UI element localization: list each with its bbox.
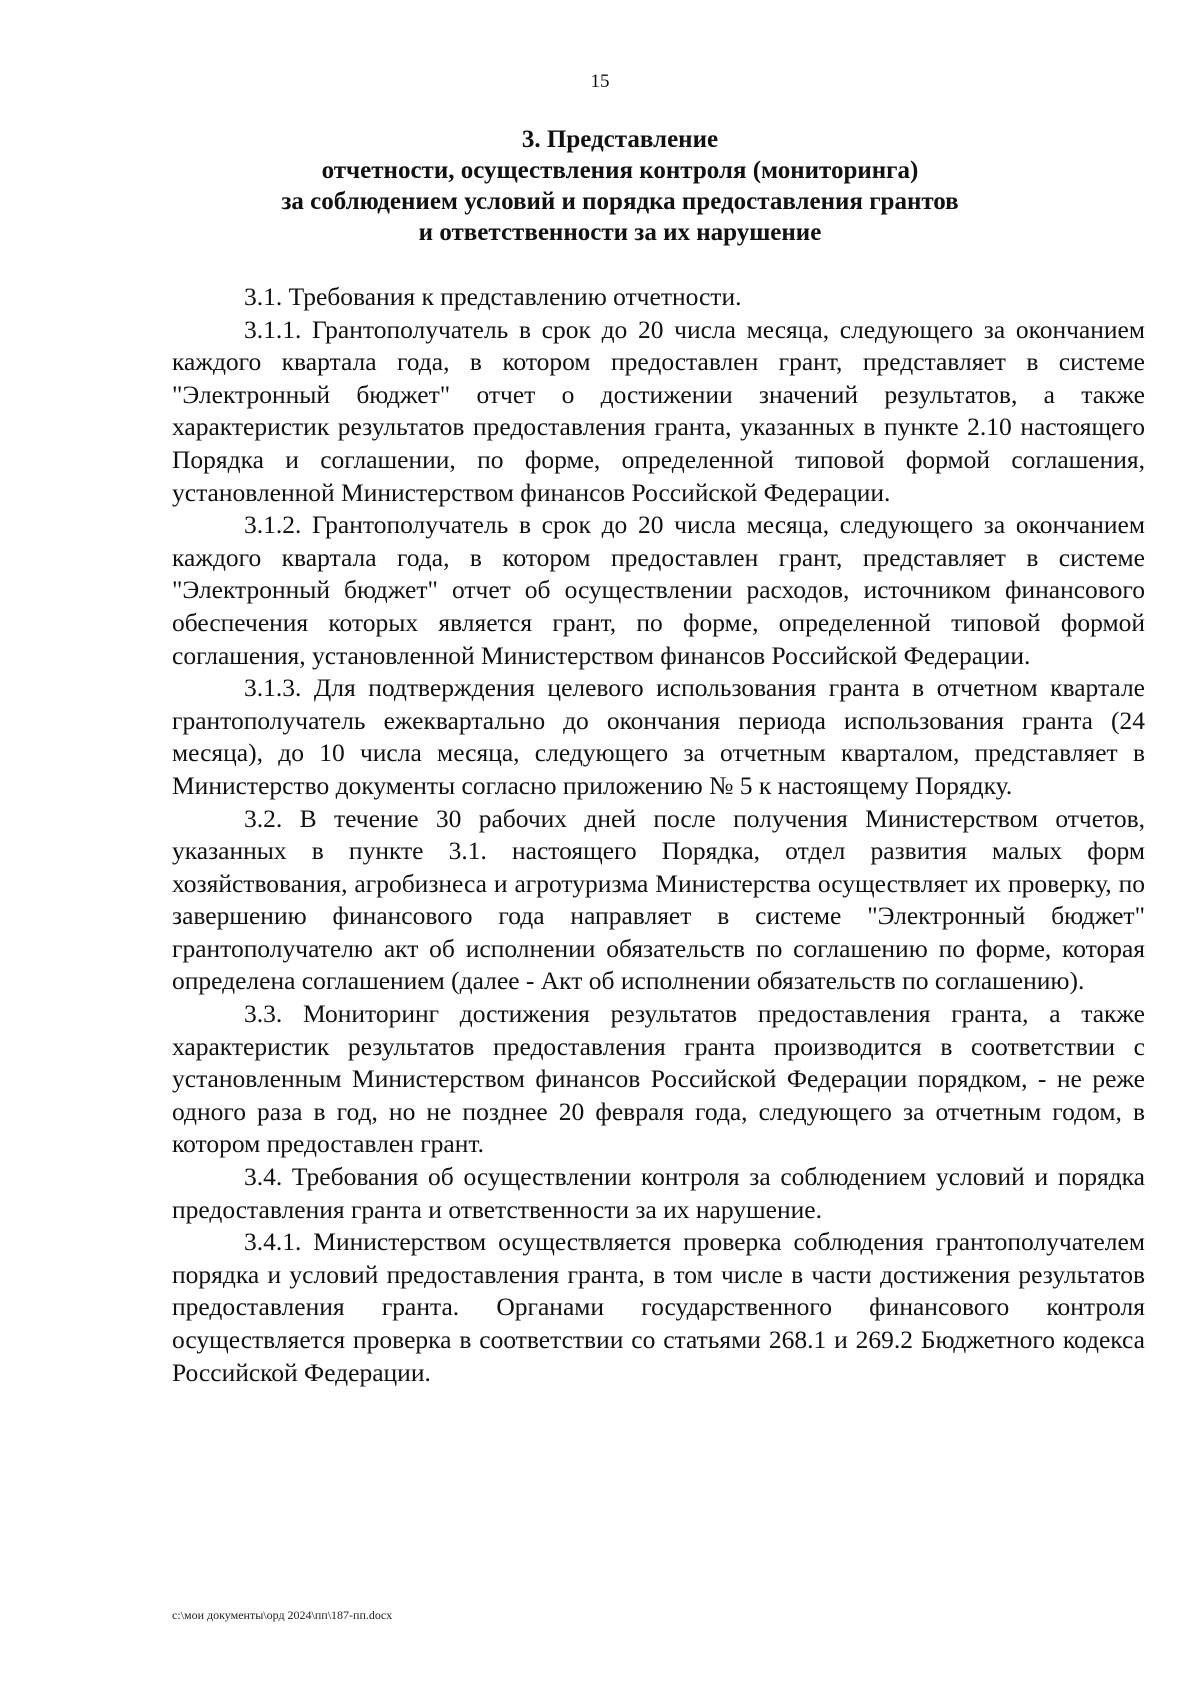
paragraph-3-1-1: 3.1.1. Грантополучатель в срок до 20 числа месяца, следующего за окончанием каждого квартала года, в котором предоставлен грант, представляет в системе "Электронный бюджет" отчет о достижении значений результатов, а также характеристик результатов предоставления гранта, указанных в пункте 2.10 настоящего Порядка и соглашении, по форме, определенной типовой формой соглашения, установленной Министерством финансов Российской Федерации.: [172, 314, 1145, 507]
paragraph-3-3: 3.3. Мониторинг достижения результатов предоставления гранта, а также характеристик результатов предоставления гранта производится в соответствии с установленным Министерством финансов Российской Федерации порядком, - не реже одного раза в год, но не позднее 20 февраля года, следующего за отчетным годом, в котором предоставлен грант.: [172, 999, 1145, 1159]
heading-line: за соблюдением условий и порядка предоставления грантов: [281, 188, 959, 215]
paragraph-3-4-1: 3.4.1. Министерством осуществляется проверка соблюдения грантополучателем порядка и условий предоставления гранта, в том числе в части достижения результатов предоставления гранта. Органами государственного финансового контроля осуществляется проверка в соответствии со статьями 268.1 и 269.2 Бюджетного кодекса Российской Федерации.: [172, 1227, 1145, 1387]
heading-line: 3. Представление: [521, 126, 719, 153]
paragraph-3-1-3: 3.1.3. Для подтверждения целевого использования гранта в отчетном квартале грантополучатель ежеквартально до окончания периода использования гранта (24 месяца), до 10 числа месяца, следующего за отчетным кварталом, представляет в Министерство документы согласно приложению № 5 к настоящему Порядку.: [172, 673, 1145, 800]
heading-line: и ответственности за их нарушение: [418, 219, 822, 246]
paragraph-3-4: 3.4. Требования об осуществлении контроля за соблюдением условий и порядка предоставления гранта и ответственности за их нарушение.: [172, 1162, 1145, 1224]
document-body: [172, 281, 1145, 1389]
heading-line: отчетности, осуществления контроля (мониторинга): [321, 157, 919, 184]
file-path-footer: c:\мои документы\орд 2024\пп\187-пп.docx: [172, 1608, 393, 1622]
paragraph-3-1-2: 3.1.2. Грантополучатель в срок до 20 числа месяца, следующего за окончанием каждого квартала года, в котором предоставлен грант, представляет в системе "Электронный бюджет" отчет об осуществлении расходов, источником финансового обеспечения которых является грант, по форме, определенной типовой формой соглашения, установленной Министерством финансов Российской Федерации.: [172, 510, 1145, 670]
section-heading: [170, 124, 1070, 248]
page-number: 15: [590, 71, 610, 92]
paragraph-3-2: 3.2. В течение 30 рабочих дней после получения Министерством отчетов, указанных в пункте 3.1. настоящего Порядка, отдел развития малых форм хозяйствования, агробизнеса и агротуризма Министерства осуществляет их проверку, по завершению финансового года направляет в системе "Электронный бюджет" грантополучателю акт об исполнении обязательств по соглашению по форме, которая определена соглашением (далее - Акт об исполнении обязательств по соглашению).: [172, 803, 1145, 996]
paragraph-3-1: 3.1. Требования к представлению отчетности.: [244, 282, 742, 311]
